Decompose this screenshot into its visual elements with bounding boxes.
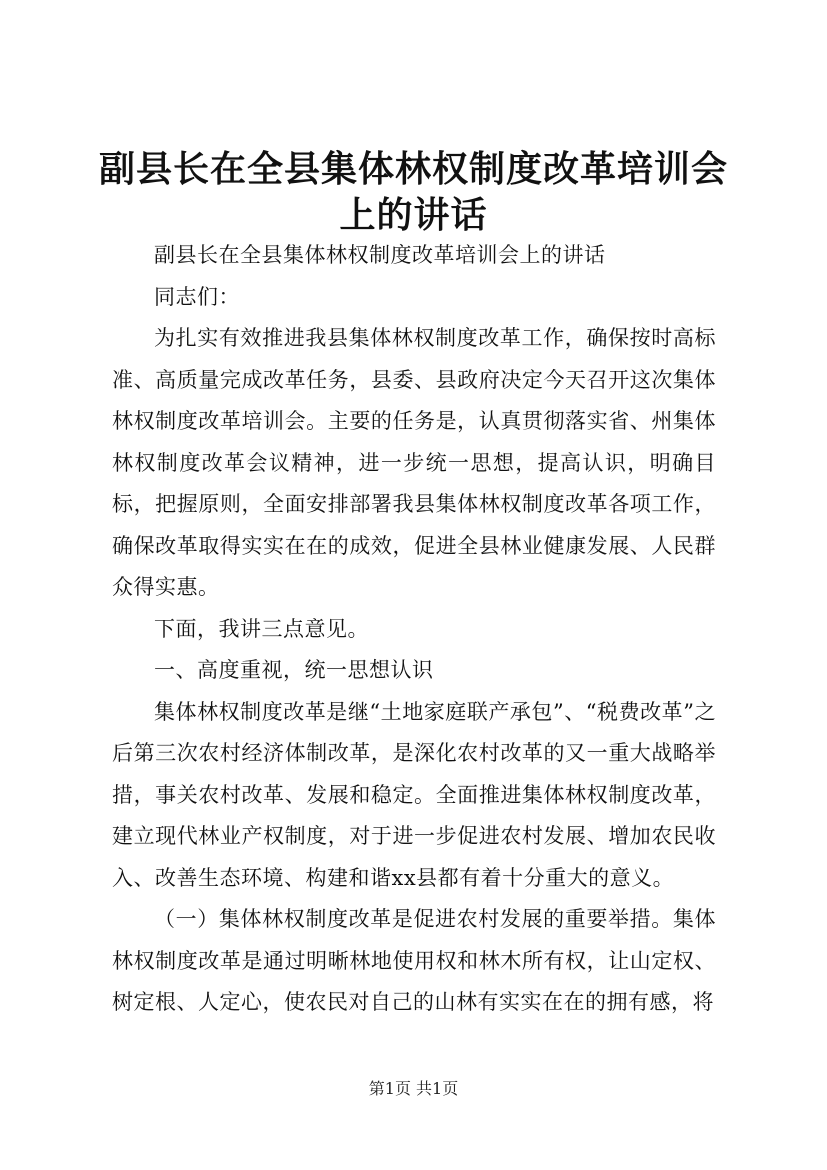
document-body — [112, 235, 716, 1024]
subsection-1-paragraph: （一）集体林权制度改革是促进农村发展的重要举措。集体林权制度改革是通过明晰林地使用权和林木所有权，让山定权、树定根、人定心，使农民对自己的山林有实实在在的拥有感，将 — [112, 907, 716, 1014]
page-footer: 第1页 共1页 — [368, 1079, 459, 1098]
section-heading-1: 一、高度重视，统一思想认识 — [154, 658, 434, 682]
opinions-paragraph: 下面，我讲三点意见。 — [154, 616, 369, 641]
subtitle-paragraph: 副县长在全县集体林权制度改革培训会上的讲话 — [154, 243, 606, 267]
salutation-paragraph: 同志们： — [154, 284, 240, 309]
section-1-paragraph: 集体林权制度改革是继“土地家庭联产承包”、“税费改革”之后第三次农村经济体制改革，是深化农村改革的又一重大战略举措，事关农村改革、发展和稳定。全面推进集体林权制度改革，建立现代林业产权制度，对于进一步促进农村发展、增加农民收入、改善生态环境、构建和谐xx县都有着十分重大的意义。 — [112, 699, 716, 890]
document-title: 副县长在全县集体林权制度改革培训会上的讲话 — [98, 148, 728, 236]
intro-paragraph: 为扎实有效推进我县集体林权制度改革工作，确保按时高标准、高质量完成改革任务，县委、县政府决定今天召开这次集体林权制度改革培训会。主要的任务是，认真贯彻落实省、州集体林权制度改革会议精神，进一步统一思想，提高认识，明确目标，把握原则，全面安排部署我县集体林权制度改革各项工作，确保改革取得实实在在的成效，促进全县林业健康发展、人民群众得实惠。 — [112, 326, 716, 599]
